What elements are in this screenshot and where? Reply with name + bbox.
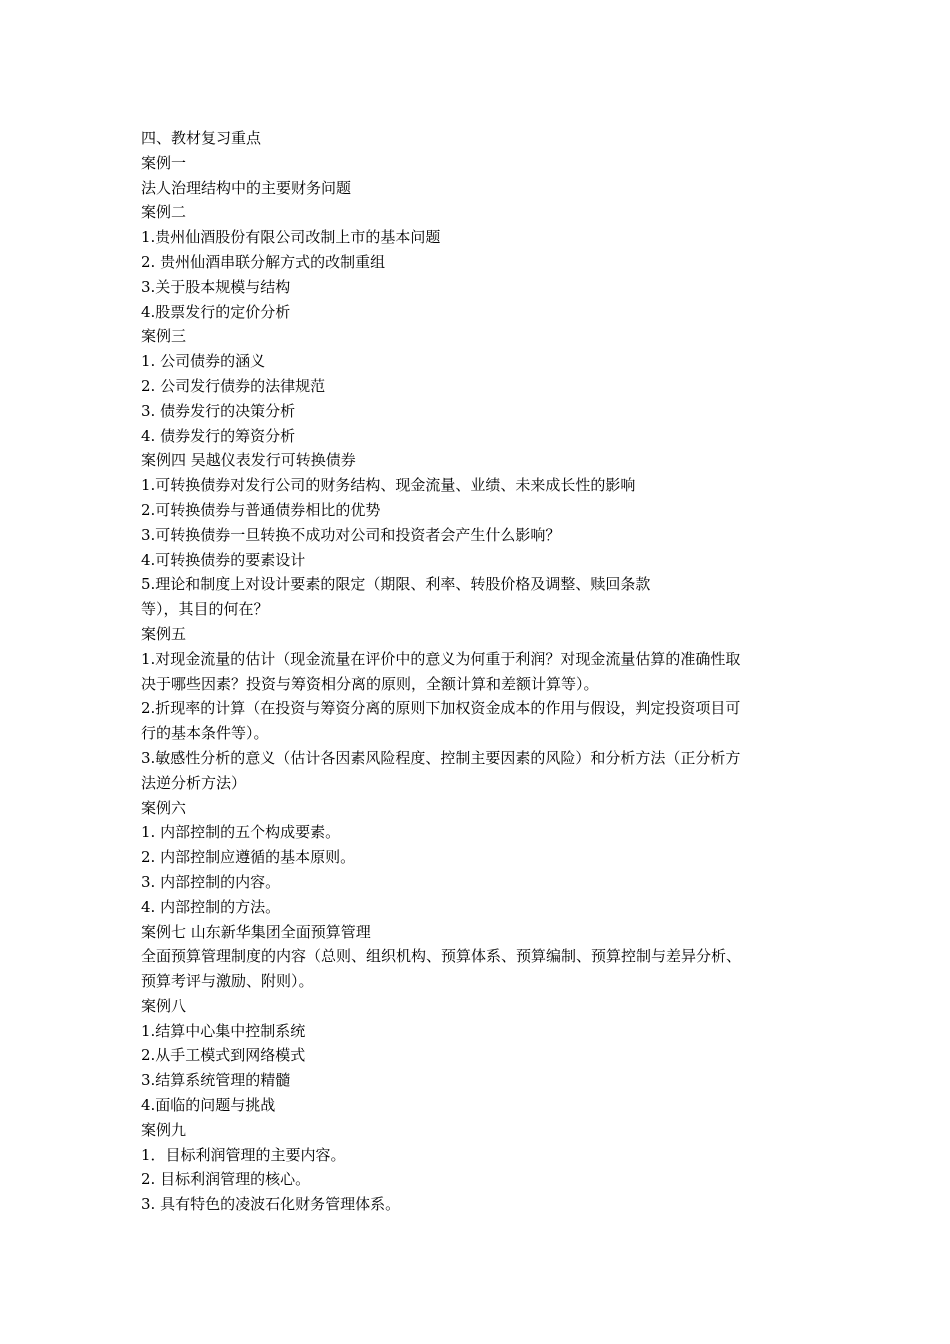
list-item: 1．目标利润管理的主要内容。 [141,1145,346,1164]
list-item: 4.面临的问题与挑战 [141,1096,276,1115]
list-item: 1.贵州仙酒股份有限公司改制上市的基本问题 [141,228,441,247]
list-item: 3. 具有特色的凌波石化财务管理体系。 [141,1195,401,1214]
list-item-continued: 决于哪些因素？投资与筹资相分离的原则，全额计算和差额计算等）。 [141,674,599,693]
text-line: 法人治理结构中的主要财务问题 [141,178,352,197]
text-line-continued: 预算考评与激励、附则）。 [141,972,314,991]
list-item-continued: 等），其目的何在？ [141,600,269,619]
list-item: 2.可转换债券与普通债券相比的优势 [141,500,381,519]
list-item-continued: 行的基本条件等）。 [141,724,269,743]
list-item: 2.折现率的计算（在投资与筹资分离的原则下加权资金成本的作用与假设，判定投资项目可 [141,699,741,718]
list-item: 1.可转换债券对发行公司的财务结构、现金流量、业绩、未来成长性的影响 [141,476,636,495]
list-item: 1. 内部控制的五个构成要素。 [141,823,341,842]
list-item: 3.可转换债券一旦转换不成功对公司和投资者会产生什么影响？ [141,525,561,544]
case-heading: 案例四 吴越仪表发行可转换债券 [141,451,356,470]
case-heading: 案例八 [141,996,187,1015]
list-item: 2. 目标利润管理的核心。 [141,1170,311,1189]
list-item: 2. 公司发行债券的法律规范 [141,376,326,395]
text-line: 全面预算管理制度的内容（总则、组织机构、预算体系、预算编制、预算控制与差异分析、 [141,947,742,966]
list-item: 3.结算系统管理的精髓 [141,1071,291,1090]
list-item: 2.从手工模式到网络模式 [141,1046,306,1065]
list-item: 2. 内部控制应遵循的基本原则。 [141,848,356,867]
list-item: 5.理论和制度上对设计要素的限定（期限、利率、转股价格及调整、赎回条款 [141,575,651,594]
section-heading: 四、教材复习重点 [141,129,262,147]
list-item: 1.结算中心集中控制系统 [141,1021,306,1040]
list-item: 4.可转换债券的要素设计 [141,550,306,569]
case-heading: 案例三 [141,327,187,346]
list-item: 3. 内部控制的内容。 [141,872,281,891]
case-heading: 案例九 [141,1120,187,1139]
list-item: 1.对现金流量的估计（现金流量在评价中的意义为何重于利润？对现金流量估算的准确性取 [141,649,741,668]
case-heading: 案例七 山东新华集团全面预算管理 [141,922,371,941]
list-item: 4.股票发行的定价分析 [141,302,291,321]
document-body [141,126,821,1217]
list-item: 3. 债券发行的决策分析 [141,401,296,420]
case-heading: 案例五 [141,624,187,643]
list-item-continued: 法逆分析方法） [141,773,247,792]
list-item: 2. 贵州仙酒串联分解方式的改制重组 [141,252,386,271]
list-item: 1. 公司债券的涵义 [141,352,266,371]
case-heading: 案例六 [141,798,187,817]
list-item: 3.关于股本规模与结构 [141,277,291,296]
case-heading: 案例一 [141,153,187,172]
list-item: 4. 债券发行的筹资分析 [141,426,296,445]
list-item: 4. 内部控制的方法。 [141,897,281,916]
case-heading: 案例二 [141,203,187,222]
list-item: 3.敏感性分析的意义（估计各因素风险程度、控制主要因素的风险）和分析方法（正分析方 [141,748,741,767]
